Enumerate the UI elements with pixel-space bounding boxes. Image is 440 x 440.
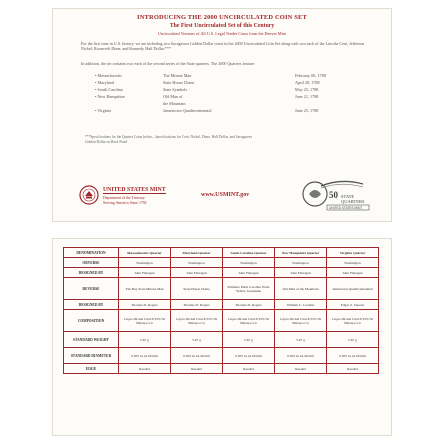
quarters-paragraph: In addition, the set contains two each of the second series of the State quarters. The 2000 Quarters feature: (81, 61, 256, 66)
table-cell: Reeded (275, 364, 327, 374)
table-row (64, 300, 379, 310)
state-name: • Maryland (95, 80, 114, 85)
table-cell: Reeded (119, 364, 171, 374)
footnote (85, 135, 370, 145)
table-cell: Thomas D. Rogers (119, 300, 171, 310)
row-label: STANDARD WEIGHT (64, 332, 119, 348)
table-cell: Reeded (327, 364, 379, 374)
mint-sub (103, 196, 147, 205)
state-row (95, 73, 365, 80)
table-cell: 5.67 g (275, 332, 327, 348)
header-cell: New Hampshire Quarter (275, 248, 327, 258)
table-cell: John Flanagan (327, 268, 379, 278)
svg-text:QUARTERS: QUARTERS (341, 199, 365, 204)
specifications-card (52, 238, 392, 436)
table-row (64, 268, 379, 278)
header-cell: Maryland Quarter (171, 248, 223, 258)
state-row (95, 101, 365, 108)
table-cell: Cupro-Nickel Clad 8.33% Ni Balance Cu (327, 310, 379, 332)
table-cell: 5.67 g (327, 332, 379, 348)
state-date: June 21, 1788 (295, 94, 319, 99)
table-cell: Jamestown Quadricentennial (327, 278, 379, 300)
tagline: Uncirculated Versions of All U.S. Legal Tender Coins from the Denver Mint (157, 31, 287, 36)
state-row (95, 87, 365, 94)
state-design: Old Man of (163, 94, 183, 99)
table-cell: Washington (327, 258, 379, 268)
table-cell: Washington (275, 258, 327, 268)
table-cell: Washington (171, 258, 223, 268)
table-cell: William C. Cousins (275, 300, 327, 310)
table-cell: 5.67 g (223, 332, 275, 348)
table-row (64, 258, 379, 268)
table-row (64, 364, 379, 374)
state-design: State House Dome (163, 80, 195, 85)
state-row (95, 80, 365, 87)
state-list (95, 73, 365, 115)
row-label: OBVERSE (64, 258, 119, 268)
state-design: The Minute Man (163, 73, 192, 78)
table-cell: 0.955 in 24.26 mm (171, 348, 223, 364)
table-row (64, 332, 379, 348)
mint-url[interactable]: www.USMINT.gov (201, 192, 250, 198)
state-date: February 06, 1788 (295, 73, 326, 78)
table-cell: Reeded (223, 364, 275, 374)
header-cell: Virginia Quarter (327, 248, 379, 258)
table-cell: Palmetto Palm Carolina Wren Yellow Jessamine (223, 278, 275, 300)
table-cell: John Flanagan (275, 268, 327, 278)
state-date: June 25, 1788 (295, 108, 319, 113)
state-row (95, 108, 365, 115)
row-label: DESIGNED BY (64, 268, 119, 278)
svg-text:STATE: STATE (341, 194, 355, 199)
table-cell: Thomas D. Rogers (223, 300, 275, 310)
table-cell: Cupro-Nickel Clad 8.33% Ni Balance Cu (275, 310, 327, 332)
state-row (95, 94, 365, 101)
svg-text:50: 50 (329, 190, 338, 200)
footnote-line-2: Golden Dollar on Back Panel (85, 140, 128, 144)
mint-label: UNITED STATES MINT (103, 187, 166, 193)
table-cell: Cupro-Nickel Clad 8.33% Ni Balance Cu (119, 310, 171, 332)
table-cell: 0.955 in 24.26 mm (223, 348, 275, 364)
mint-sub-1: Department of the Treasury (103, 196, 145, 200)
table-row (64, 310, 379, 332)
header-cell: DENOMINATION (64, 248, 119, 258)
table-row (64, 278, 379, 300)
table-cell: John Flanagan (171, 268, 223, 278)
table-cell: Thomas D. Rogers (171, 300, 223, 310)
specifications-table (63, 247, 379, 374)
table-cell: Cupro-Nickel Clad 8.33% Ni Balance Cu (223, 310, 275, 332)
table-cell: 5.67 g (119, 332, 171, 348)
mint-sub-2: Serving America Since 1792 (103, 200, 147, 205)
table-cell: The Bay State Minute Man (119, 278, 171, 300)
table-cell: Edgar Z. Steever (327, 300, 379, 310)
state-name: • South Carolina (95, 87, 123, 92)
intro-paragraph: For the first time in U.S. history, we are including two Sacagawea Golden Dollar coins in the 2000 Uncirculated Coin Set along with two each of the Lincoln Cent, Jefferson Nickel, Roosevelt Dime, and Kennedy Half Dollar.*** (81, 41, 365, 51)
table-header-row (64, 248, 379, 258)
page-subtitle: The First Uncirculated Set of this Century (169, 23, 275, 29)
table-cell: 5.67 g (171, 332, 223, 348)
state-name: • New Hampshire (95, 94, 125, 99)
treasury-seal-icon (79, 185, 99, 205)
svg-text:UNITED STATES MINT: UNITED STATES MINT (329, 206, 363, 210)
header-cell: Massachusetts Quarter (119, 248, 171, 258)
table-cell: Cupro-Nickel Clad 8.33% Ni Balance Cu (171, 310, 223, 332)
row-label: STANDARD DIAMETER (64, 348, 119, 364)
state-name: • Virginia (95, 108, 112, 113)
state-design: the Mountain (163, 101, 186, 106)
table-row (64, 348, 379, 364)
state-design: Jamestown Quadricentennial (163, 108, 212, 113)
row-label: EDGE (64, 364, 119, 374)
table-cell: Washington (223, 258, 275, 268)
row-label: COMPOSITION (64, 310, 119, 332)
table-cell: Old Man of the Mountain (275, 278, 327, 300)
row-label: DESIGNED BY (64, 300, 119, 310)
table-cell: John Flanagan (223, 268, 275, 278)
table-cell: 0.955 in 24.26 mm (275, 348, 327, 364)
table-cell: Washington (119, 258, 171, 268)
table-cell: John Flanagan (119, 268, 171, 278)
state-date: April 28, 1788 (295, 80, 320, 85)
state-date: May 23, 1788 (295, 87, 319, 92)
table-cell: 0.955 in 24.26 mm (327, 348, 379, 364)
row-label: REVERSE (64, 278, 119, 300)
footnote-line-1: ***Specifications for the Quarter Coins below—Specifications for Cent, Nickel, Dime, Half Dollar, and Sacagawea (85, 135, 252, 139)
header-cell: South Carolina Quarter (223, 248, 275, 258)
table-cell: 0.955 in 24.26 mm (119, 348, 171, 364)
table-cell: State House Dome (171, 278, 223, 300)
table-cell: Reeded (171, 364, 223, 374)
page-title: INTRODUCING THE 2000 UNCIRCULATED COIN SET (137, 14, 307, 21)
state-design: State Symbols (163, 87, 188, 92)
info-card (52, 8, 392, 222)
state-name: • Massachusetts (95, 73, 122, 78)
state-quarters-logo-icon (301, 176, 371, 212)
